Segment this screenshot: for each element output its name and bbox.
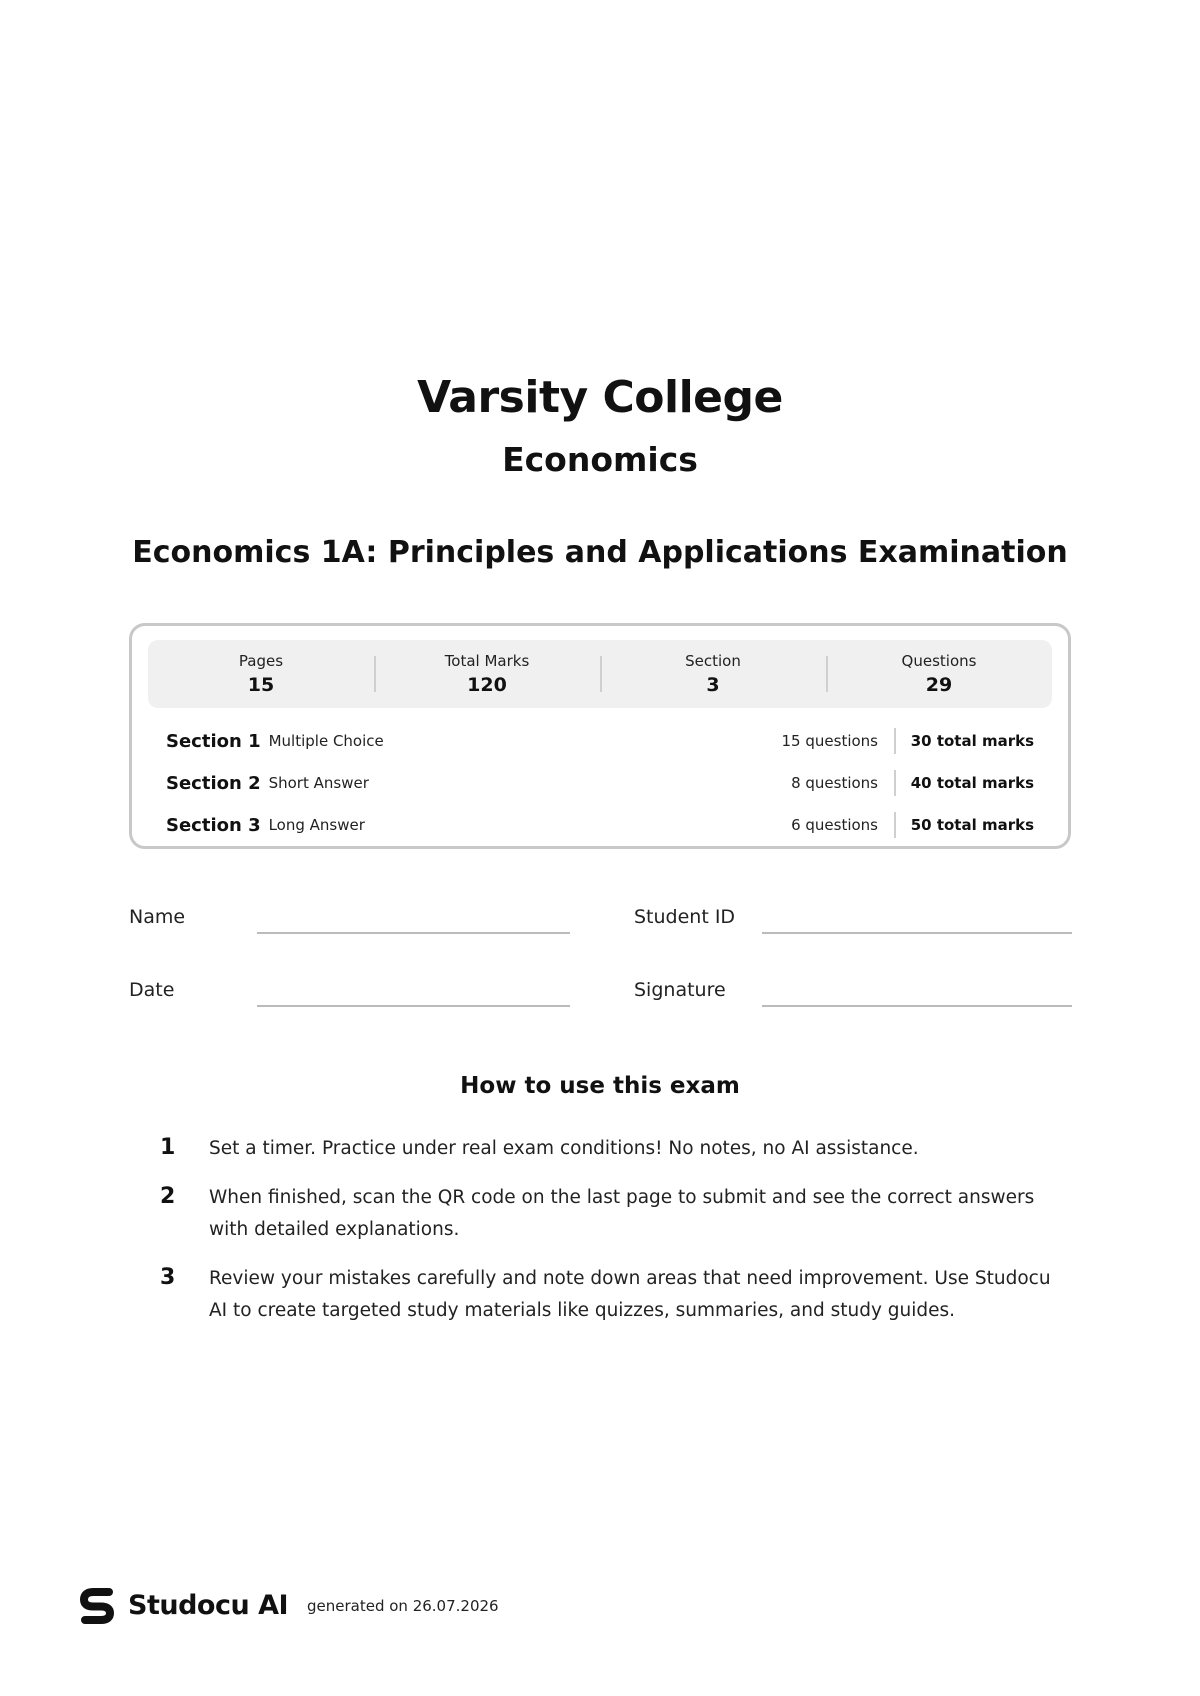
studocu-logo-icon: [79, 1586, 115, 1630]
signature-label: Signature: [634, 979, 726, 1001]
stat-value: 15: [247, 674, 275, 696]
stat-questions: [826, 640, 1052, 708]
step-text: When finished, scan the QR code on the last page to submit and see the correct answers with detailed explanations.: [209, 1187, 1035, 1240]
stat-value: 120: [467, 674, 507, 696]
section-type: Multiple Choice: [268, 732, 384, 750]
section-row-2: [166, 768, 1034, 798]
stat-value: 3: [706, 674, 720, 696]
section-questions: 6 questions: [791, 816, 878, 834]
footer-brand: Studocu AI: [128, 1590, 289, 1621]
section-name: Section 1: [166, 730, 261, 752]
subject-name: Economics: [502, 440, 698, 479]
howto-title: How to use this exam: [460, 1073, 740, 1099]
stat-label: Pages: [238, 652, 284, 670]
section-name: Section 3: [166, 814, 261, 836]
section-row-3: [166, 810, 1034, 840]
generated-date: generated on 26.07.2026: [307, 1597, 499, 1615]
stat-total-marks: [374, 640, 600, 708]
stat-label: Section: [685, 652, 741, 670]
stat-section: [600, 640, 826, 708]
howto-step-3: [160, 1263, 1060, 1327]
step-number: 3: [160, 1265, 176, 1290]
stat-label: Questions: [901, 652, 977, 670]
section-questions: 15 questions: [781, 732, 878, 750]
student-id-field[interactable]: [762, 932, 1072, 934]
signature-field[interactable]: [762, 1005, 1072, 1007]
section-row-1: [166, 726, 1034, 756]
section-questions: 8 questions: [791, 774, 878, 792]
section-marks: 30 total marks: [910, 732, 1034, 750]
name-label: Name: [129, 906, 186, 928]
stat-pages: [148, 640, 374, 708]
college-name: Varsity College: [417, 372, 783, 423]
howto-step-2: [160, 1182, 1060, 1246]
section-type: Long Answer: [268, 816, 365, 834]
stat-label: Total Marks: [444, 652, 530, 670]
step-text: Set a timer. Practice under real exam conditions! No notes, no AI assistance.: [209, 1138, 919, 1159]
stats-bar: [148, 640, 1052, 708]
date-field[interactable]: [257, 1005, 570, 1007]
student-id-label: Student ID: [634, 906, 736, 928]
step-text: Review your mistakes carefully and note down areas that need improvement. Use Studocu AI to create targeted study materials like quizzes, summaries, and study guides.: [209, 1268, 1051, 1321]
section-name: Section 2: [166, 772, 261, 794]
howto-step-1: [160, 1133, 1060, 1165]
step-number: 1: [160, 1135, 176, 1160]
exam-summary-card: [129, 623, 1071, 849]
step-number: 2: [160, 1184, 176, 1209]
date-label: Date: [129, 979, 175, 1001]
name-field[interactable]: [257, 932, 570, 934]
exam-title: Economics 1A: Principles and Applications Examination: [132, 535, 1068, 570]
stat-value: 29: [925, 674, 953, 696]
section-marks: 40 total marks: [910, 774, 1034, 792]
section-marks: 50 total marks: [910, 816, 1034, 834]
section-type: Short Answer: [268, 774, 369, 792]
